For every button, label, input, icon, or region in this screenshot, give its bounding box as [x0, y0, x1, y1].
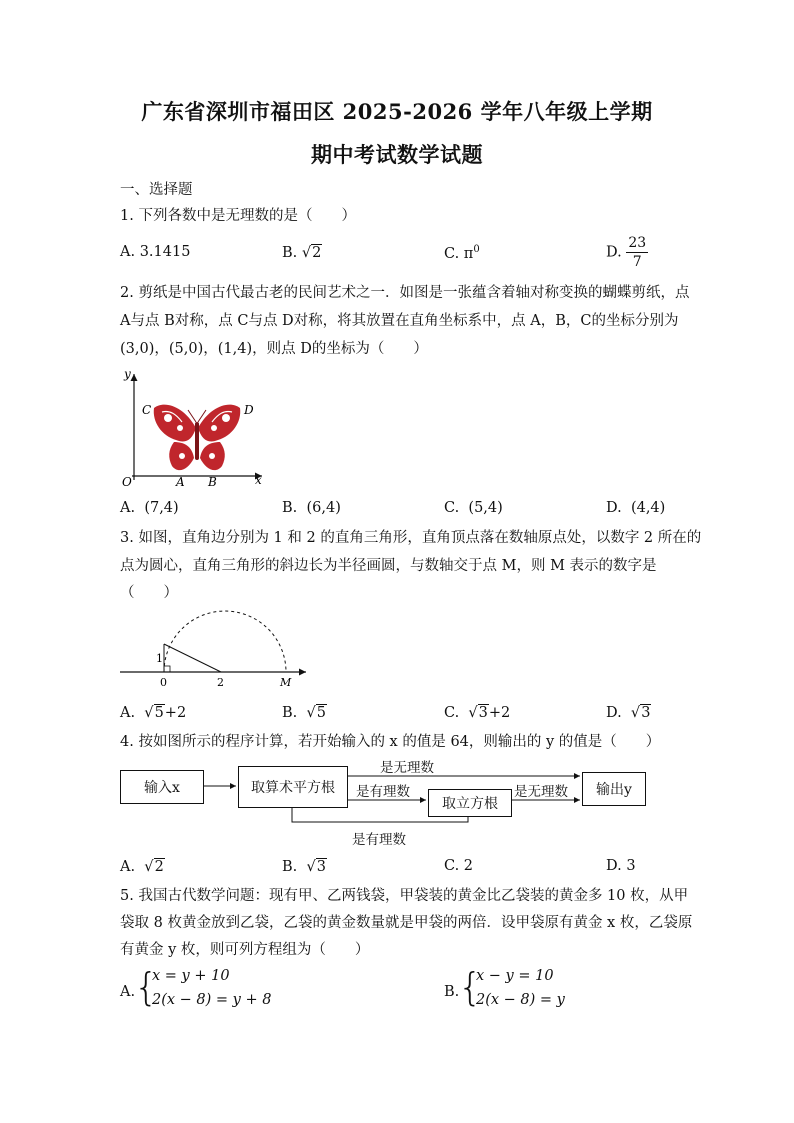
q1-option-c: C. $\pi^0$: [444, 244, 480, 262]
q3-stem-line2: 点为圆心，直角三角形的斜边长为半径画圆，与数轴交于点 M，则 M 表示的数字是: [120, 558, 657, 574]
q2-option-a: A. (7,4): [120, 500, 179, 516]
q3-option-d: D. √3: [606, 705, 651, 721]
point-d-label: D: [244, 403, 254, 417]
leg-length-label: 1: [156, 652, 163, 665]
q2-coordinate-figure: [112, 366, 272, 490]
q4-option-c: C. 2: [444, 858, 474, 874]
q5-stem-line3: 有黄金 y 枚，则可列方程组为（ ）: [120, 942, 370, 958]
q1-option-b: B. √2: [282, 245, 322, 261]
q2-option-d: D. (4,4): [606, 500, 666, 516]
point-b-label: B: [208, 475, 217, 489]
q3-stem-line1: 3. 如图，直角边分别为 1 和 2 的直角三角形，直角顶点落在数轴原点处，以数字 2 所在的: [120, 530, 702, 546]
point-a-label: A: [176, 475, 185, 489]
q1-option-d: D. $\frac{23}{7}$: [606, 235, 647, 270]
section-heading: 一、选择题: [120, 182, 193, 198]
q5-option-b-eq2: 2(x − 8) = y: [476, 992, 565, 1008]
q5-option-a-brace: {: [134, 965, 159, 1009]
q3-option-a: A. √5+2: [120, 705, 187, 721]
flow-cbrt-box: 取立方根: [428, 789, 512, 817]
label-rational-middle: 是有理数: [356, 784, 410, 800]
q5-option-b-brace: {: [458, 965, 483, 1009]
label-rational-bottom: 是有理数: [352, 832, 406, 848]
right-angle-mark: [164, 666, 170, 672]
q5-stem-line2: 袋取 8 枚黄金放到乙袋，乙袋的黄金数量就是甲袋的两倍．设甲袋原有黄金 x 枚，乙袋原: [120, 915, 693, 931]
page-subtitle: 期中考试数学试题: [311, 142, 483, 167]
q5-option-a-label: A.: [120, 984, 136, 1000]
x-axis-label: x: [255, 473, 262, 487]
point-m-label: M: [280, 676, 292, 689]
fraction: $\frac{23}{7}$: [628, 235, 647, 270]
point-c-label: C: [142, 403, 152, 417]
triangle-hypotenuse: [164, 644, 221, 672]
q1-stem: 1. 下列各数中是无理数的是（ ）: [120, 208, 356, 224]
q5-option-b-eq1: x − y = 10: [476, 968, 554, 984]
q3-number-line-figure: [116, 608, 312, 692]
q2-stem-line1: 2. 剪纸是中国古代最古老的民间艺术之一．如图是一张蕴含着轴对称变换的蝴蝶剪纸，点: [120, 285, 690, 301]
tick-label-0: 0: [160, 676, 167, 689]
origin-label: O: [122, 475, 132, 489]
flow-sqrt-box: 取算术平方根: [238, 766, 348, 808]
q4-option-a: A. √2: [120, 859, 164, 875]
q3-stem-line3: （ ）: [120, 585, 178, 601]
q1-option-a: A. 3.1415: [120, 244, 191, 260]
flow-input-box: 输入x: [120, 770, 204, 804]
dashed-arc: [164, 611, 286, 672]
label-irrational-top: 是无理数: [380, 760, 434, 776]
page-title: 广东省深圳市福田区 2025-2026 学年八年级上学期: [141, 99, 653, 124]
q5-option-a-eq2: 2(x − 8) = y + 8: [152, 992, 272, 1008]
q3-option-b: B. √5: [282, 705, 326, 721]
q2-option-c: C. (5,4): [444, 500, 503, 516]
q2-stem-line3: (3,0)，(5,0)，(1,4)，则点 D的坐标为（ ）: [120, 341, 428, 357]
y-axis-label: y: [124, 367, 131, 381]
q4-stem: 4. 按如图所示的程序计算，若开始输入的 x 的值是 64，则输出的 y 的值是（ ）: [120, 734, 661, 750]
q5-option-b-label: B.: [444, 984, 460, 1000]
q5-option-a-eq1: x = y + 10: [152, 968, 230, 984]
label-irrational-middle: 是无理数: [514, 784, 568, 800]
tick-label-2: 2: [217, 676, 224, 689]
q4-option-d: D. 3: [606, 858, 636, 874]
q2-stem-line2: A与点 B对称，点 C与点 D对称，将其放置在直角坐标系中，点 A，B，C的坐标分别为: [120, 313, 679, 329]
q5-stem-line1: 5. 我国古代数学问题：现有甲、乙两钱袋，甲袋装的黄金比乙袋装的黄金多 10 枚，从甲: [120, 888, 689, 904]
flow-output-box: 输出y: [582, 772, 646, 806]
q3-option-c: C. √3+2: [444, 705, 511, 721]
q2-option-b: B. (6,4): [282, 500, 341, 516]
q4-option-b: B. √3: [282, 859, 326, 875]
butterfly-papercut-image: [154, 405, 241, 471]
